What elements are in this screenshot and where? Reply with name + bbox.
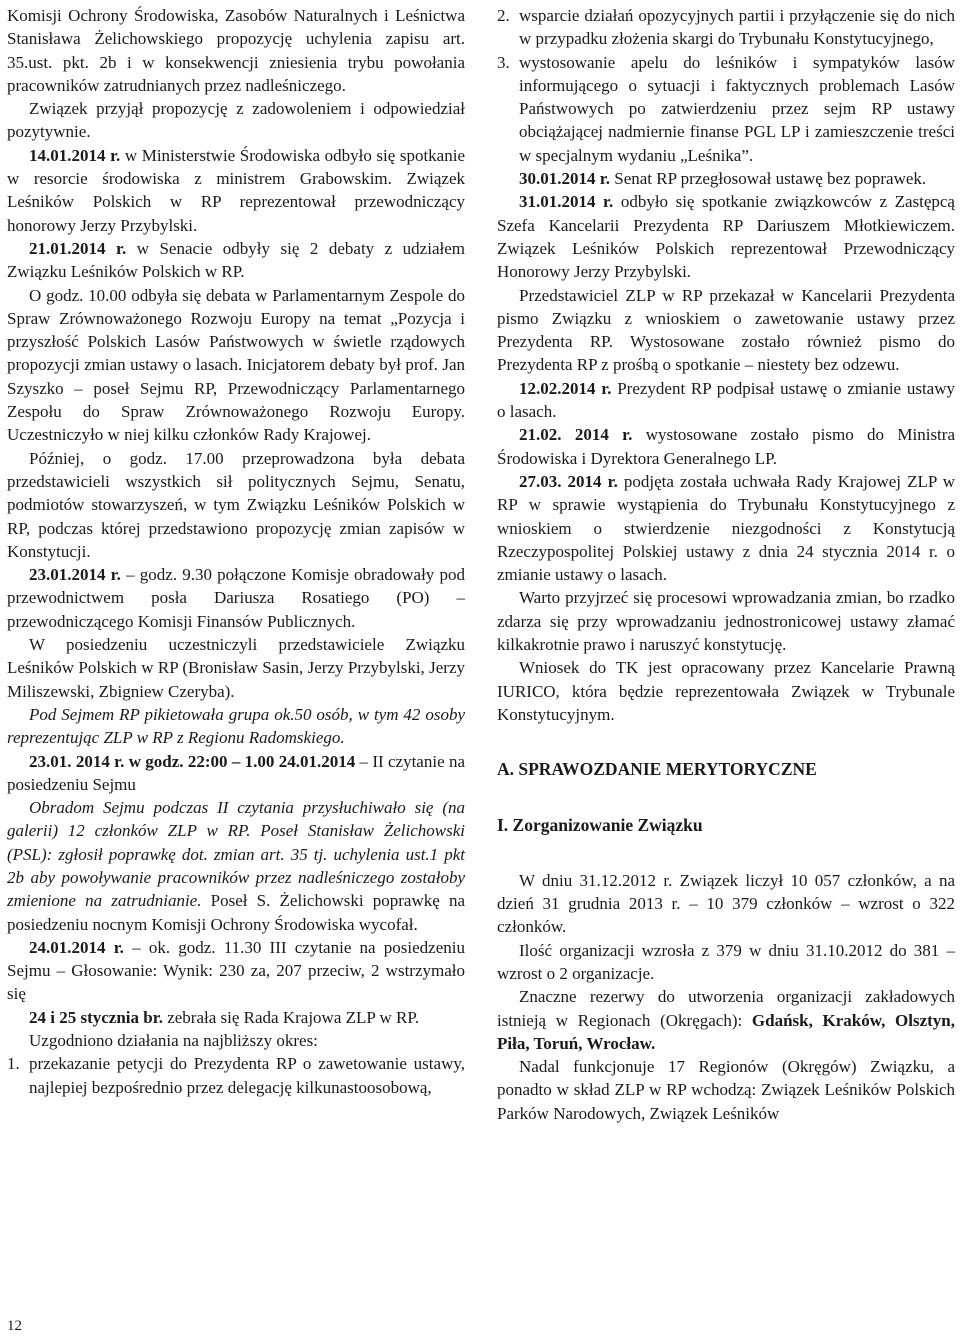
text-run: wystosowanie apelu do leśników i sympatyków lasów informującego o sytuacji i faktycznych problemach Lasów Państwowych po zatwierdzeniu przez sejm RP ustawy obciążającej nadmiernie finanse PGL LP i zamieszczenie treści w specjalnym wydaniu „Leśnika”. bbox=[519, 52, 955, 165]
paragraph bbox=[7, 144, 465, 237]
paragraph bbox=[7, 284, 465, 447]
text-run: wsparcie działań opozycyjnych partii i przyłączenie się do nich w przypadku złożenia skargi do Trybunału Konstytucyjnego, bbox=[519, 6, 955, 49]
text-run: Znaczne rezerwy do utworzenia organizacji zakładowych istnieją w Regionach (Okręgach): bbox=[497, 987, 955, 1030]
italic-text-run: Obradom Sejmu podczas II czytania przysłuchiwało się (na galerii) 12 członków ZLP w RP. Poseł Stanisław Żelichowski (PSL): zgłosił poprawkę dot. zmian art. 35 tj. uchylenia ust.1 pkt 2b aby powoływanie pracowników przez nadleśniczego zostałoby zmienione na zatrudnianie. bbox=[7, 798, 465, 911]
left-column bbox=[7, 4, 465, 1099]
text-run: w Ministerstwie Środowiska odbyło się spotkanie w resorcie środowiska z ministrem Grabowskim. Związek Leśników Polskich w RP reprezentował przewodniczący honorowy Jerzy Przybylski. bbox=[7, 145, 465, 235]
text-run: odbyło się spotkanie związkowców z Zastępcą Szefa Kancelarii Prezydenta RP Dariuszem Młotkiewiczem. Związek Leśników Polskich reprezentował Przewodniczący Honorowy Jerzy Przybylski. bbox=[497, 192, 955, 282]
bold-text-run: 23.01. 2014 r. w godz. 22:00 – 1.00 24.01.2014 bbox=[29, 751, 356, 771]
paragraph bbox=[7, 447, 465, 563]
paragraph bbox=[7, 1006, 465, 1029]
paragraph bbox=[7, 703, 465, 750]
paragraph bbox=[7, 237, 465, 284]
paragraph bbox=[497, 586, 955, 656]
text-run: Ilość organizacji wzrosła z 379 w dniu 31.10.2012 do 381 – wzrost o 2 organizacje. bbox=[497, 940, 955, 983]
paragraph bbox=[497, 939, 955, 986]
spacer bbox=[497, 837, 955, 869]
list-item-text bbox=[519, 51, 955, 167]
bold-text-run: 27.03. 2014 r. bbox=[519, 471, 618, 491]
paragraph bbox=[497, 167, 955, 190]
list-item bbox=[7, 1052, 465, 1099]
text-run: I. Zorganizowanie Związku bbox=[497, 814, 703, 835]
bold-text-run: 31.01.2014 r. bbox=[519, 192, 614, 212]
text-run: Później, o godz. 17.00 przeprowadzona była debata przedstawicieli wszystkich sił politycznych Sejmu, Senatu, podmiotów stowarzyszeń, w tym Związku Leśników Polskich w RP, podczas której przedstawiono propozycję zmian zapisów w Konstytucji. bbox=[7, 448, 465, 561]
list-item-number: 3. bbox=[497, 52, 510, 72]
text-run: W posiedzeniu uczestniczyli przedstawiciele Związku Leśników Polskich w RP (Bronisław Sasin, Jerzy Przybylski, Jerzy Miliszewski, Zbigniew Czeryba). bbox=[7, 635, 465, 701]
paragraph bbox=[7, 4, 465, 97]
bold-text-run: Gdańsk, Kraków, Olsztyn, Piła, Toruń, Wrocław. bbox=[497, 1010, 955, 1053]
bold-text-run: 21.01.2014 r. bbox=[29, 238, 127, 258]
text-run: wystosowane zostało pismo do Ministra Środowiska i Dyrektora Generalnego LP. bbox=[497, 425, 955, 468]
bold-text-run: 24.01.2014 r. bbox=[29, 937, 124, 957]
bold-text-run: 12.02.2014 r. bbox=[519, 378, 612, 398]
paragraph bbox=[7, 796, 465, 936]
text-run: Poseł S. Żelichowski poprawkę na posiedzeniu nocnym Komisji Ochrony Środowiska wycofał. bbox=[7, 891, 465, 934]
section-heading bbox=[497, 758, 955, 781]
text-run: – godz. 9.30 połączone Komisje obradowały pod przewodnictwem posła Dariusza Rosatiego (PO) – przewodniczącego Komisji Finansów Publicznych. bbox=[7, 565, 465, 631]
paragraph bbox=[497, 190, 955, 283]
list-item-number: 2. bbox=[497, 6, 510, 25]
paragraph bbox=[497, 423, 955, 470]
text-run: W dniu 31.12.2012 r. Związek liczył 10 057 członków, a na dzień 31 grudnia 2013 r. – 10 379 członków – wzrost o 322 członków. bbox=[497, 870, 955, 937]
text-run: Wniosek do TK jest opracowany przez Kancelarie Prawną IURICO, która będzie reprezentowała Związek w Trybunale Konstytucyjnym. bbox=[497, 658, 955, 724]
text-run: Warto przyjrzeć się procesowi wprowadzania zmian, bo rzadko zdarza się przy wprowadzaniu jednostronicowej ustawy złamać kilkakrotnie prawo i naruszyć konstytucję. bbox=[497, 588, 955, 655]
text-run: zebrała się Rada Krajowa ZLP w RP. bbox=[162, 1007, 420, 1027]
text-run: Przedstawiciel ZLP w RP przekazał w Kancelarii Prezydenta pismo Związku z wnioskiem o zawetowanie ustawy przez Prezydenta RP. Wystosowane zostało również pismo do Prezydenta RP z prośbą o spotkanie – niestety bez odzewu. bbox=[497, 285, 955, 375]
text-run: O godz. 10.00 odbyła się debata w Parlamentarnym Zespole do Spraw Zrównoważonego Rozwoju Europy na temat „Pozycja i przyszłość Polskich Lasów Państwowych w świetle rządowych propozycji zmian ustawy o lasach. Inicjatorem debaty był prof. Jan Szyszko – poseł Sejmu RP, Przewodniczący Parlamentarnego Zespołu do Spraw Zrównoważonego Rozwoju Europy. Uczestniczyło w niej kilku członków Rady Krajowej. bbox=[7, 285, 465, 445]
paragraph bbox=[7, 563, 465, 633]
text-run: – ok. godz. 11.30 III czytanie na posiedzeniu Sejmu – Głosowanie: Wynik: 230 za, 207 przeciw, 2 wstrzymało się bbox=[7, 937, 465, 1004]
bold-text-run: 21.02. 2014 r. bbox=[519, 425, 633, 445]
paragraph bbox=[497, 869, 955, 939]
paragraph bbox=[497, 470, 955, 586]
paragraph bbox=[7, 633, 465, 703]
text-run: Nadal funkcjonuje 17 Regionów (Okręgów) Związku, a ponadto w skład ZLP w RP wchodzą: Związek Leśników Polskich Parków Narodowych, Związek Leśników bbox=[497, 1057, 955, 1123]
list-item-text bbox=[29, 1052, 465, 1099]
text-run: podjęta została uchwała Rady Krajowej ZLP w RP w sprawie wystąpienia do Trybunału Konstytucyjnego z wnioskiem o stwierdzenie niezgodności z Konstytucją Rzeczypospolitej Polskiej ustawy z dnia 24 stycznia 2014 r. o zmianie ustawy o lasach. bbox=[497, 471, 955, 585]
bold-text-run: 24 i 25 stycznia br. bbox=[29, 1007, 163, 1027]
bold-text-run: 23.01.2014 r. bbox=[29, 565, 121, 585]
bold-text-run: 14.01.2014 r. bbox=[29, 145, 121, 165]
text-run: – II czytanie na posiedzeniu Sejmu bbox=[7, 751, 465, 794]
paragraph bbox=[7, 97, 465, 144]
text-run: Prezydent RP podpisał ustawę o zmianie ustawy o lasach. bbox=[497, 378, 955, 422]
paragraph bbox=[7, 936, 465, 1006]
paragraph bbox=[497, 656, 955, 726]
paragraph bbox=[497, 284, 955, 377]
list-item bbox=[497, 51, 955, 167]
paragraph bbox=[497, 985, 955, 1055]
text-run: Związek przyjął propozycję z zadowoleniem i odpowiedział pozytywnie. bbox=[7, 99, 465, 142]
text-run: Uzgodniono działania na najbliższy okres: bbox=[29, 1031, 318, 1051]
paragraph bbox=[497, 1055, 955, 1125]
page-number: 12 bbox=[7, 1318, 22, 1334]
text-run: A. SPRAWOZDANIE MERYTORYCZNE bbox=[497, 759, 817, 780]
list-item-text bbox=[519, 4, 955, 51]
list-item bbox=[497, 4, 955, 51]
right-column bbox=[497, 4, 955, 1125]
paragraph bbox=[7, 750, 465, 797]
list-item-number: 1. bbox=[7, 1054, 20, 1074]
spacer bbox=[497, 782, 955, 814]
text-run: w Senacie odbyły się 2 debaty z udziałem Związku Leśników Polskich w RP. bbox=[7, 238, 465, 282]
bold-text-run: 30.01.2014 r. bbox=[519, 169, 610, 189]
spacer bbox=[497, 726, 955, 758]
text-run: przekazanie petycji do Prezydenta RP o zawetowanie ustawy, najlepiej bezpośrednio przez delegację kilkunastoosobową, bbox=[29, 1054, 465, 1097]
paragraph bbox=[7, 1029, 465, 1052]
text-run: Komisji Ochrony Środowiska, Zasobów Naturalnych i Leśnictwa Stanisława Żelichowskiego propozycję uchylenia zapisu art. 35.ust. pkt. 2b i w konsekwencji zniesienia trybu powołania pracowników zatrudnianych przez nadleśniczego. bbox=[7, 6, 465, 95]
text-run: Senat RP przegłosował ustawę bez poprawek. bbox=[610, 169, 927, 189]
paragraph bbox=[497, 377, 955, 424]
section-heading bbox=[497, 814, 955, 837]
italic-text-run: Pod Sejmem RP pikietowała grupa ok.50 osób, w tym 42 osoby reprezentując ZLP w RP z Regionu Radomskiego. bbox=[7, 704, 465, 748]
